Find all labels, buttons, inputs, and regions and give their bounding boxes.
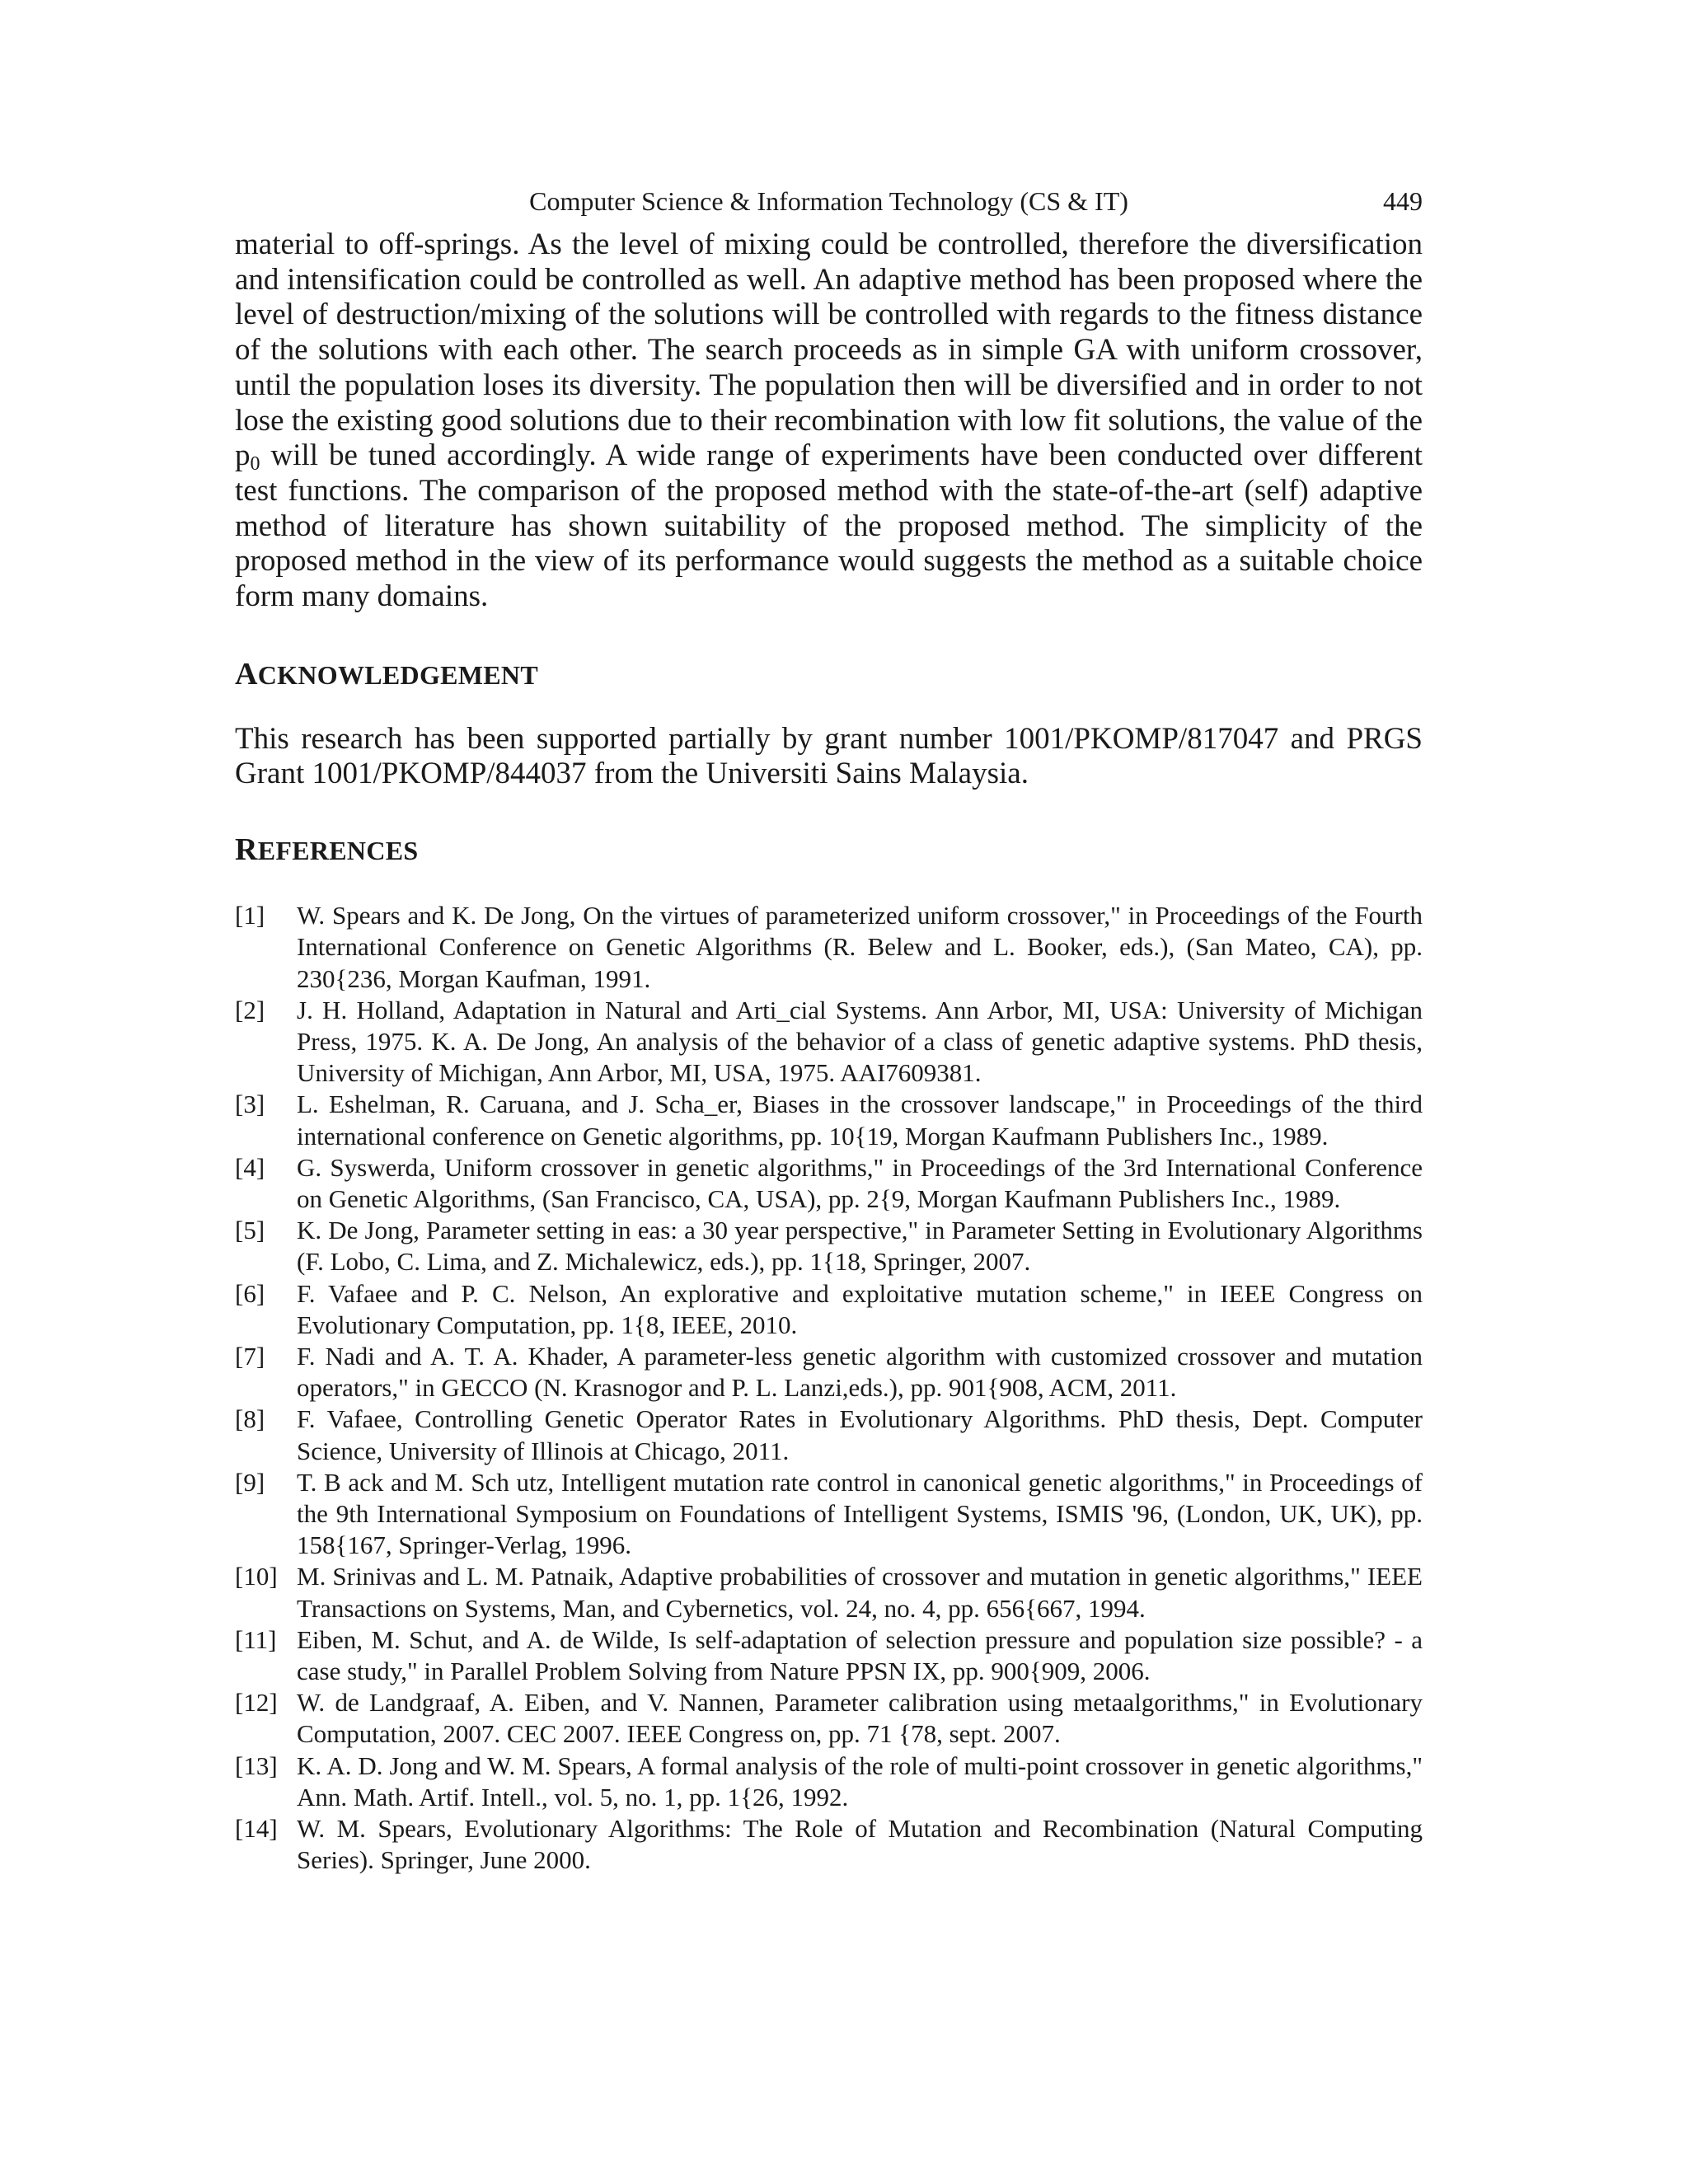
reference-item	[235, 1813, 1423, 1876]
reference-text: F. Nadi and A. T. A. Khader, A parameter-less genetic algorithm with customized crossover and mutation operators," in GECCO (N. Krasnogor and P. L. Lanzi,eds.), pp. 901{908, ACM, 2011.	[297, 1341, 1423, 1403]
reference-number: [1]	[235, 901, 265, 930]
reference-item	[235, 1467, 1423, 1562]
reference-number: [10]	[235, 1562, 278, 1591]
reference-number: [11]	[235, 1624, 277, 1654]
reference-text: W. Spears and K. De Jong, On the virtues of parameterized uniform crossover," in Proceedings of the Fourth International Conference on Genetic Algorithms (R. Belew and L. Booker, eds.), (San Mateo, CA), pp. 230{236, Morgan Kaufman, 1991.	[297, 901, 1423, 993]
reference-number: [12]	[235, 1688, 278, 1718]
reference-text: F. Vafaee, Controlling Genetic Operator Rates in Evolutionary Algorithms. PhD thesis, Dept. Computer Science, University of Illinois at Chicago, 2011.	[297, 1404, 1423, 1465]
reference-number: [7]	[235, 1341, 265, 1371]
reference-text: W. M. Spears, Evolutionary Algorithms: The Role of Mutation and Recombination (Natural Computing Series). Springer, June 2000.	[297, 1814, 1423, 1875]
reference-number: [2]	[235, 995, 265, 1024]
conclusion-paragraph	[235, 227, 1423, 615]
reference-item	[235, 1215, 1423, 1277]
reference-item	[235, 1089, 1423, 1151]
reference-text: K. De Jong, Parameter setting in eas: a 30 year perspective," in Parameter Setting in Evolutionary Algorithms (F. Lobo, C. Lima, and Z. Michalewicz, eds.), pp. 1{18, Springer, 2007.	[297, 1216, 1423, 1277]
reference-text: K. A. D. Jong and W. M. Spears, A formal analysis of the role of multi-point crossover in genetic algorithms," Ann. Math. Artif. Intell., vol. 5, no. 1, pp. 1{26, 1992.	[297, 1750, 1423, 1811]
acknowledgement-heading	[235, 656, 1423, 693]
reference-text: W. de Landgraaf, A. Eiben, and V. Nannen, Parameter calibration using metaalgorithms," in Evolutionary Computation, 2007. CEC 2007. IEEE Congress on, pp. 71 {78, sept. 2007.	[297, 1688, 1423, 1749]
reference-number: [6]	[235, 1278, 265, 1308]
reference-item	[235, 900, 1423, 995]
acknowledgement-heading-rest: CKNOWLEDGEMENT	[257, 659, 538, 690]
reference-text: Eiben, M. Schut, and A. de Wilde, Is self-adaptation of selection pressure and population size possible? - a case study," in Parallel Problem Solving from Nature PPSN IX, pp. 900{909, 2006.	[297, 1624, 1423, 1686]
paragraph-text-end: will be tuned accordingly. A wide range of experiments have been conducted over different test functions. The comparison of the proposed method with the state-of-the-art (self) adaptive method of literature has shown suitability of the proposed method. The simplicity of the proposed method in the view of its performance would suggests the method as a suitable choice form many domains.	[235, 438, 1423, 614]
reference-text: L. Eshelman, R. Caruana, and J. Scha_er, Biases in the crossover landscape," in Proceedings of the third international conference on Genetic algorithms, pp. 10{19, Morgan Kaufmann Publishers Inc., 1989.	[297, 1090, 1423, 1151]
reference-list	[235, 900, 1423, 1876]
running-header	[235, 183, 1423, 219]
reference-item	[235, 1341, 1423, 1404]
reference-number: [9]	[235, 1467, 265, 1497]
reference-number: [5]	[235, 1216, 265, 1245]
acknowledgement-text: This research has been supported partially by grant number 1001/PKOMP/817047 and PRGS Grant 1001/PKOMP/844037 from the Universiti Sains Malaysia.	[235, 721, 1423, 791]
reference-item	[235, 1278, 1423, 1341]
references-heading-rest: EFERENCES	[257, 836, 419, 866]
references-heading	[235, 832, 1423, 869]
reference-item	[235, 995, 1423, 1090]
p-subscript: 0	[250, 453, 260, 476]
reference-text: M. Srinivas and L. M. Patnaik, Adaptive probabilities of crossover and mutation in genetic algorithms," IEEE Transactions on Systems, Man, and Cybernetics, vol. 24, no. 4, pp. 656{667, 1994.	[297, 1562, 1423, 1623]
reference-text: F. Vafaee and P. C. Nelson, An explorative and exploitative mutation scheme," in IEEE Congress on Evolutionary Computation, pp. 1{8, IEEE, 2010.	[297, 1278, 1423, 1339]
reference-item	[235, 1404, 1423, 1466]
reference-number: [14]	[235, 1814, 278, 1844]
reference-number: [4]	[235, 1152, 265, 1182]
reference-item	[235, 1750, 1423, 1813]
paragraph-text-start: material to off-springs. As the level of mixing could be controlled, therefore the diversification and intensification could be controlled as well. An adaptive method has been proposed where the level of destruction/mixing of the solutions will be controlled with regards to the fitness distance of the solutions with each other. The search proceeds as in simple GA with uniform crossover, until the population loses its diversity. The population then will be diversified and in order to not lose the existing good solutions due to their recombination with low fit solutions, the value of the p	[235, 227, 1423, 473]
journal-name: Computer Science & Information Technology (CS & IT)	[529, 186, 1128, 216]
reference-text: J. H. Holland, Adaptation in Natural and Arti_cial Systems. Ann Arbor, MI, USA: University of Michigan Press, 1975. K. A. De Jong, An analysis of the behavior of a class of genetic adaptive systems. PhD thesis, University of Michigan, Ann Arbor, MI, USA, 1975. AAI7609381.	[297, 995, 1423, 1088]
reference-item	[235, 1152, 1423, 1215]
reference-text: G. Syswerda, Uniform crossover in genetic algorithms," in Proceedings of the 3rd International Conference on Genetic Algorithms, (San Francisco, CA, USA), pp. 2{9, Morgan Kaufmann Publishers Inc., 1989.	[297, 1152, 1423, 1213]
acknowledgement-heading-initial: A	[235, 656, 258, 691]
reference-number: [3]	[235, 1090, 265, 1119]
reference-item	[235, 1561, 1423, 1624]
reference-number: [8]	[235, 1404, 265, 1434]
reference-item	[235, 1624, 1423, 1687]
reference-item	[235, 1687, 1423, 1750]
page-number: 449	[1383, 186, 1423, 216]
reference-number: [13]	[235, 1750, 278, 1780]
page-content	[235, 227, 1423, 1876]
reference-text: T. B ack and M. Sch utz, Intelligent mutation rate control in canonical genetic algorithms," in Proceedings of the 9th International Symposium on Foundations of Intelligent Systems, ISMIS '96, (London, UK, UK), pp. 158{167, Springer-Verlag, 1996.	[297, 1467, 1423, 1560]
references-heading-initial: R	[235, 832, 258, 868]
